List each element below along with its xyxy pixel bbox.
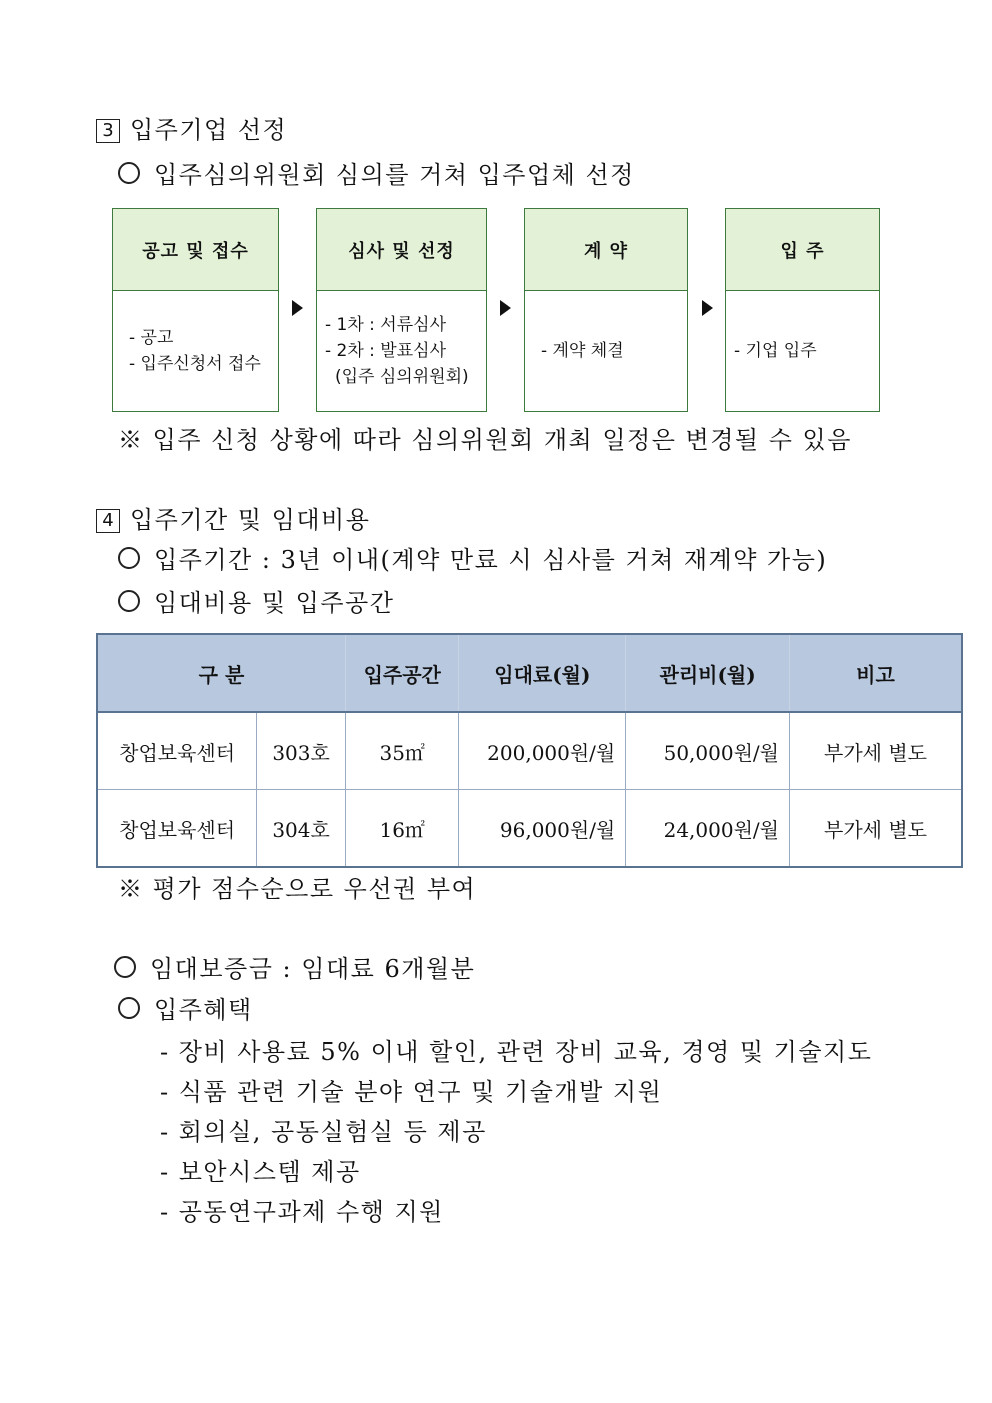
- header-remark: 비고: [789, 634, 962, 712]
- priority-note: ※ 평가 점수순으로 우선권 부여: [118, 875, 477, 903]
- benefit-item: - 보안시스템 제공: [160, 1158, 361, 1186]
- circle-bullet-icon: [118, 997, 140, 1019]
- circle-bullet-icon: [118, 547, 140, 569]
- flow-step-contract: 계 약 - 계약 체결: [524, 208, 688, 412]
- section-number-box: 3: [96, 119, 120, 143]
- section-4-heading: [96, 505, 370, 535]
- flow-step-title: 심사 및 선정: [317, 209, 486, 291]
- table-header-row: [97, 634, 962, 712]
- flow-step-review: 심사 및 선정 - 1차 : 서류심사 - 2차 : 발표심사 (입주 심의위원회): [316, 208, 487, 412]
- deposit-bullet: 임대보증금 : 임대료 6개월분: [114, 954, 475, 984]
- circle-bullet-icon: [114, 956, 136, 978]
- benefit-item: - 공동연구과제 수행 지원: [160, 1198, 444, 1226]
- table-row: 창업보육센터 304호 16㎡ 96,000원/월 24,000원/월 부가세 별도: [97, 790, 962, 868]
- flow-arrow-icon: [292, 300, 303, 316]
- selection-bullet: 입주심의위원회 심의를 거쳐 입주업체 선정: [118, 160, 635, 190]
- table-row: 창업보육센터 303호 35㎡ 200,000원/월 50,000원/월 부가세 별도: [97, 712, 962, 790]
- period-bullet: 입주기간 : 3년 이내(계약 만료 시 심사를 거쳐 재계약 가능): [118, 545, 827, 575]
- benefit-item: - 장비 사용료 5% 이내 할인, 관련 장비 교육, 경영 및 기술지도: [160, 1038, 873, 1066]
- flow-step-title: 계 약: [525, 209, 687, 291]
- benefits-bullet: 입주혜택: [118, 995, 253, 1025]
- section-title: 입주기업 선정: [130, 116, 288, 144]
- section-title: 입주기간 및 임대비용: [130, 506, 371, 534]
- flow-step-title: 공고 및 접수: [113, 209, 278, 291]
- benefit-item: - 식품 관련 기술 분야 연구 및 기술개발 지원: [160, 1078, 663, 1106]
- benefit-item: - 회의실, 공동실험실 등 제공: [160, 1118, 487, 1146]
- flow-step-notice: 공고 및 접수 - 공고 - 입주신청서 접수: [112, 208, 279, 412]
- schedule-note: ※ 입주 신청 상황에 따라 심의위원회 개최 일정은 변경될 수 있음: [118, 426, 852, 454]
- header-category: 구 분: [97, 634, 345, 712]
- flow-arrow-icon: [702, 300, 713, 316]
- section-number-box: 4: [96, 509, 120, 533]
- flow-step-title: 입 주: [726, 209, 879, 291]
- rent-table: [96, 633, 963, 868]
- flow-arrow-icon: [500, 300, 511, 316]
- header-rent: 임대료(월): [459, 634, 626, 712]
- circle-bullet-icon: [118, 590, 140, 612]
- cost-bullet: 임대비용 및 입주공간: [118, 588, 394, 618]
- section-3-heading: [96, 115, 287, 145]
- header-fee: 관리비(월): [626, 634, 790, 712]
- flow-step-move-in: 입 주 - 기업 입주: [725, 208, 880, 412]
- circle-bullet-icon: [118, 162, 140, 184]
- header-space: 입주공간: [345, 634, 459, 712]
